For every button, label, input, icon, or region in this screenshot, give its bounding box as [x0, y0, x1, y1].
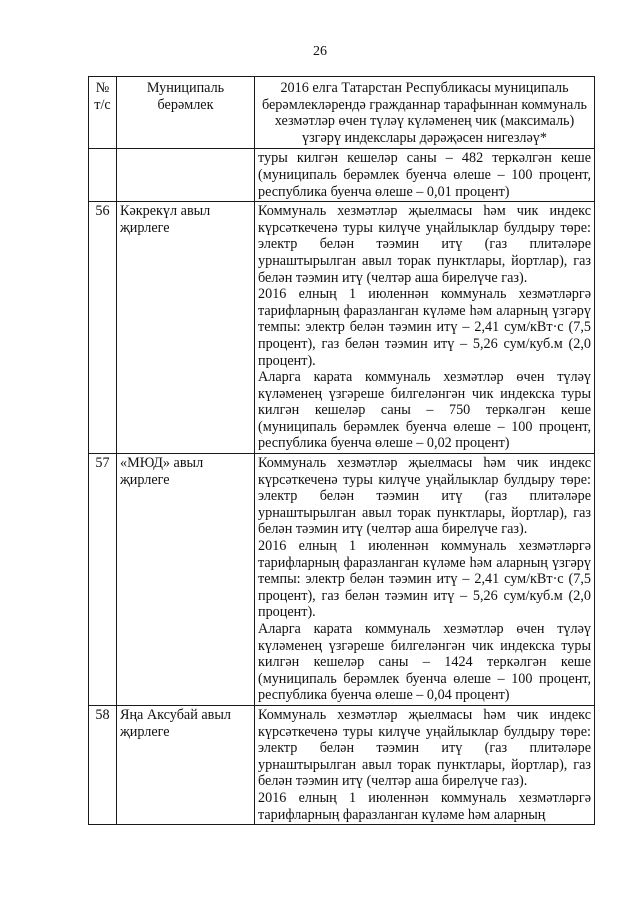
cell-municipality: Яңа Аксубай авыл җирлеге: [117, 705, 255, 824]
municipal-tariff-table: [88, 76, 595, 825]
description-paragraph: Коммуналь хезмәтләр җыелмасы һәм чик индекс күрсәткеченә туры килүче уңайлыклар булдыру төре: электр белән тәэмин итү (газ плитәләре урнаштырылган авыл торак пунктлары, йортлар), газ белән тәэмин итү (челтәр аша бирелүче газ).: [258, 455, 591, 538]
description-paragraph: Коммуналь хезмәтләр җыелмасы һәм чик индекс күрсәткеченә туры килүче уңайлыклар булдыру төре: электр белән тәэмин итү (газ плитәләре урнаштырылган авыл торак пунктлары, йортлар), газ белән тәэмин итү (челтәр аша бирелүче газ).: [258, 203, 591, 286]
description-paragraph: туры килгән кешеләр саны – 482 теркәлгән кеше (муниципаль берәмлек буенча өлеше – 100 процент, республика буенча өлеше – 0,01 процент): [258, 150, 591, 200]
description-paragraph: 2016 елның 1 июленнән коммуналь хезмәтләргә тарифларның фаразланган күләме һәм аларның үзгәрү темпы: электр белән тәэмин итү – 2,41 сум/кВт·с (7,5 процент), газ белән тәэмин итү – 5,26 сум/куб.м (2,0 процент).: [258, 538, 591, 621]
header-description: 2016 елга Татарстан Республикасы муниципаль берәмлекләрендә гражданнар тарафыннан коммуналь хезмәтләр өчен түләү күләменең чик (максималь) үзгәрү индекслары дәрәҗәсен нигезләү*: [255, 77, 595, 149]
table-row: [89, 202, 595, 454]
cell-municipality: «МЮД» авыл җирлеге: [117, 454, 255, 706]
page-number: 26: [313, 44, 327, 59]
cell-description: [255, 454, 595, 706]
cell-number: 57: [89, 454, 117, 706]
description-paragraph: Коммуналь хезмәтләр җыелмасы һәм чик индекс күрсәткеченә туры килүче уңайлыклар булдыру төре: электр белән тәэмин итү (газ плитәләре урнаштырылган авыл торак пунктлары, йортлар), газ белән тәэмин итү (челтәр аша бирелүче газ).: [258, 706, 591, 790]
description-paragraph: 2016 елның 1 июленнән коммуналь хезмәтләргә тарифларның фаразланган күләме һәм аларның: [258, 789, 591, 823]
table-header-row: [89, 77, 595, 149]
cell-description: [255, 202, 595, 454]
table-row: [89, 454, 595, 706]
cell-description: [255, 149, 595, 202]
cell-number: 58: [89, 705, 117, 824]
table-row: [89, 705, 595, 824]
cell-number: 56: [89, 202, 117, 454]
cell-municipality: Кәкрекүл авыл җирлеге: [117, 202, 255, 454]
header-municipality: Муниципаль берәмлек: [117, 77, 255, 149]
description-paragraph: Аларга карата коммуналь хезмәтләр өчен түләү күләменең үзгәреше билгеләнгән чик индекска туры килгән кешеләр саны – 1424 теркәлгән кеше (муниципаль берәмлек буенча өлеше – 100 процент, республика буенча өлеше – 0,04 процент): [258, 621, 591, 704]
cell-description: [255, 705, 595, 824]
header-number: № т/с: [89, 77, 117, 149]
description-paragraph: Аларга карата коммуналь хезмәтләр өчен түләү күләменең үзгәреше билгеләнгән чик индекска туры килгән кешеләр саны – 750 теркәлгән кеше (муниципаль берәмлек буенча өлеше – 100 процент, республика буенча өлеше – 0,02 процент): [258, 369, 591, 452]
table-row-continuation: [89, 149, 595, 202]
description-paragraph: 2016 елның 1 июленнән коммуналь хезмәтләргә тарифларның фаразланган күләме һәм аларның үзгәрү темпы: электр белән тәэмин итү – 2,41 сум/кВт·с (7,5 процент), газ белән тәэмин итү – 5,26 сум/куб.м (2,0 процент).: [258, 286, 591, 369]
cell-number: [89, 149, 117, 202]
cell-municipality: [117, 149, 255, 202]
